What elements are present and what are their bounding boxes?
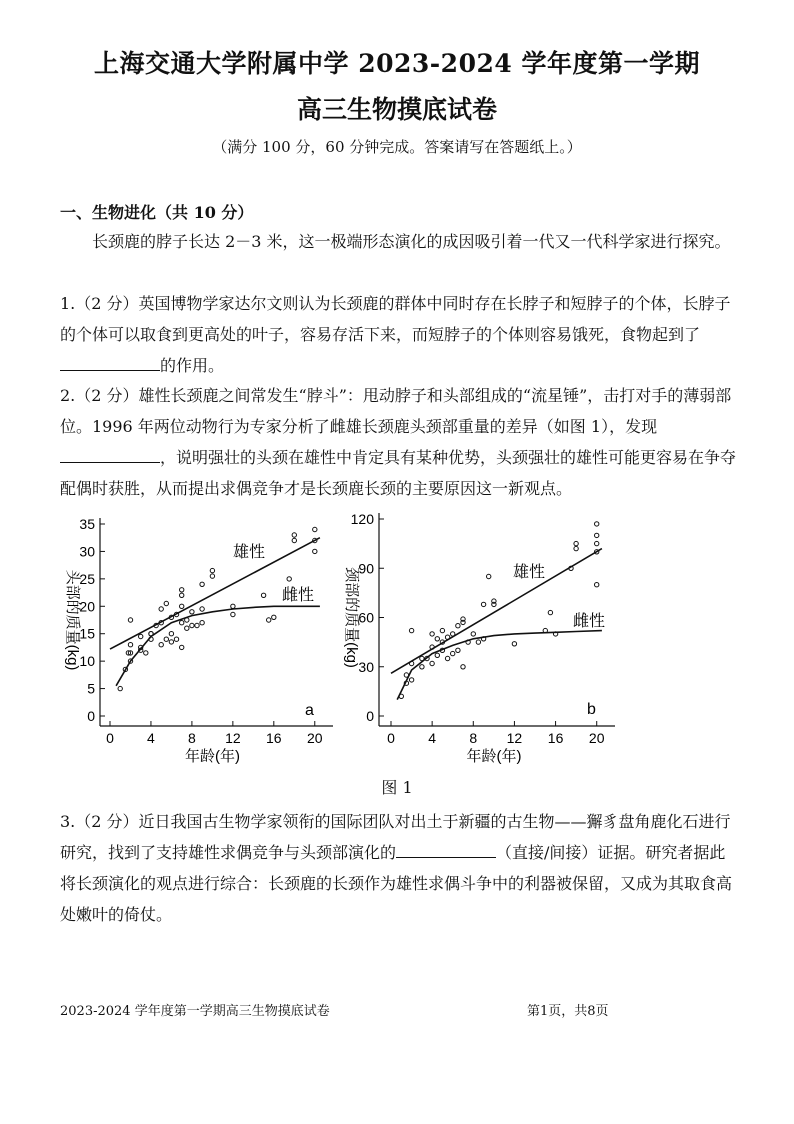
female-trend-line (397, 631, 602, 700)
female-data-point (185, 626, 189, 630)
exam-instructions: （满分 100 分，60 分钟完成。答案请写在答题纸上。） (212, 138, 582, 156)
footer-exam-name: 2023-2024 学年度第一学期高三生物摸底试卷 (60, 1004, 330, 1019)
female-data-point (231, 612, 235, 616)
male-data-point (451, 632, 455, 636)
male-data-point (210, 574, 214, 578)
male-data-point (430, 632, 434, 636)
male-data-point (595, 583, 599, 587)
female-data-point (267, 618, 271, 622)
male-data-point (313, 527, 317, 531)
y-tick-label: 25 (79, 570, 95, 587)
female-data-point (456, 648, 460, 652)
male-data-point (420, 665, 424, 669)
y-tick-label: 30 (79, 543, 95, 560)
panel-label: a (305, 702, 314, 719)
male-data-point (210, 568, 214, 572)
x-tick-label: 12 (225, 730, 241, 746)
female-data-point (272, 615, 276, 619)
male-data-point (481, 602, 485, 606)
y-tick-label: 5 (87, 680, 95, 697)
male-data-point (159, 607, 163, 611)
male-data-point (595, 533, 599, 537)
female-data-point (180, 645, 184, 649)
female-data-point (174, 637, 178, 641)
question-2-text: 2.（2 分）雄性长颈鹿之间常发生“脖斗”：甩动脖子和头部组成的“流星锤”，击打对手的薄弱部位。1996 年两位动物行为专家分析了雌雄长颈鹿头颈部重量的差异（如图 1），发现 (60, 386, 732, 436)
x-tick-label: 4 (428, 730, 437, 746)
y-tick-label: 30 (358, 658, 374, 675)
female-data-point (512, 642, 516, 646)
female-data-point (476, 640, 480, 644)
y-tick-label: 15 (79, 625, 95, 642)
female-data-point (548, 610, 552, 614)
male-trend-line (391, 549, 602, 674)
x-tick-label: 16 (266, 730, 282, 746)
x-axis-title: 年龄(年) (466, 748, 522, 765)
female-data-point (445, 656, 449, 660)
male-data-point (190, 623, 194, 627)
male-data-point (440, 628, 444, 632)
male-data-point (200, 582, 204, 586)
male-data-point (144, 651, 148, 655)
female-data-point (287, 577, 291, 581)
female-data-point (430, 661, 434, 665)
female-data-point (435, 653, 439, 657)
answer-blank-2 (60, 444, 160, 463)
male-data-point (200, 607, 204, 611)
question-1-tail: 的作用。 (160, 356, 225, 375)
male-data-point (292, 533, 296, 537)
male-data-point (445, 635, 449, 639)
male-data-point (313, 549, 317, 553)
y-tick-label: 90 (358, 560, 374, 577)
male-series-label: 雄性 (233, 544, 266, 561)
y-axis-title: 头部的质量(kg) (64, 569, 81, 671)
footer-page-number: 第1页，共8页 (527, 1004, 609, 1019)
female-data-point (164, 637, 168, 641)
female-data-point (399, 694, 403, 698)
female-data-point (261, 593, 265, 597)
male-data-point (574, 541, 578, 545)
female-series-label: 雌性 (282, 587, 315, 604)
question-1 (60, 288, 740, 381)
y-tick-label: 120 (350, 511, 374, 527)
y-tick-label: 0 (366, 708, 374, 724)
male-series-label: 雄性 (513, 564, 546, 581)
x-tick-label: 8 (188, 730, 196, 746)
x-tick-label: 8 (469, 730, 478, 746)
male-data-point (180, 604, 184, 608)
x-tick-label: 4 (147, 730, 155, 746)
female-data-point (461, 665, 465, 669)
male-data-point (456, 624, 460, 628)
panel-label: b (587, 701, 596, 718)
male-data-point (409, 628, 413, 632)
female-data-point (409, 678, 413, 682)
question-3 (60, 806, 740, 930)
male-data-point (190, 610, 194, 614)
exam-title: 上海交通大学附属中学 2023-2024 学年度第一学期 (94, 49, 700, 78)
figure-caption: 图 1 (381, 778, 413, 797)
male-data-point (164, 601, 168, 605)
male-data-point (435, 637, 439, 641)
question-2 (60, 380, 740, 504)
question-1-text: 1.（2 分）英国博物学家达尔文则认为长颈鹿的群体中同时存在长脖子和短脖子的个体，长脖子的个体可以取食到更高处的叶子，容易存活下来，而短脖子的个体则容易饿死，食物起到了 (60, 294, 731, 344)
male-data-point (471, 632, 475, 636)
y-tick-label: 60 (358, 609, 374, 626)
male-data-point (180, 593, 184, 597)
y-tick-label: 10 (79, 653, 95, 670)
intro-paragraph: 长颈鹿的脖子长达 2－3 米，这一极端形态演化的成因吸引着一代又一代科学家进行探究。 (92, 232, 731, 251)
female-data-point (149, 632, 153, 636)
x-tick-label: 0 (106, 730, 114, 746)
male-data-point (139, 634, 143, 638)
figure-1a-head-mass-chart (50, 505, 340, 775)
y-tick-label: 35 (79, 516, 95, 532)
x-tick-label: 20 (306, 730, 323, 746)
answer-blank-3 (396, 839, 496, 858)
question-3-tail: （直接/间接）证据。研究者据此将长颈演化的观点进行综合：长颈鹿的长颈作为雄性求偶斗争中的利器被保留，又成为其取食高处嫩叶的倚仗。 (60, 843, 733, 924)
female-data-point (159, 643, 163, 647)
male-data-point (128, 643, 132, 647)
question-3-text: 3.（2 分）近日我国古生物学家领衔的国际团队对出土于新疆的古生物——獬豸盘角鹿化石进行研究，找到了支持雄性求偶竞争与头颈部演化的 (60, 812, 731, 862)
male-data-point (180, 588, 184, 592)
female-data-point (180, 621, 184, 625)
male-data-point (574, 546, 578, 550)
male-data-point (595, 541, 599, 545)
exam-subject-title: 高三生物摸底试卷 (296, 95, 497, 124)
female-data-point (451, 651, 455, 655)
y-tick-label: 20 (79, 598, 95, 615)
female-data-point (200, 621, 204, 625)
y-tick-label: 0 (87, 708, 95, 724)
female-data-point (118, 686, 122, 690)
male-data-point (169, 632, 173, 636)
section-heading: 一、生物进化（共 10 分） (60, 203, 254, 222)
female-trend-line (116, 606, 320, 686)
female-data-point (195, 623, 199, 627)
y-axis-title: 颈部的质量(kg) (343, 567, 360, 668)
question-2-tail: ，说明强壮的头颈在雄性中肯定具有某种优势，头颈强壮的雄性可能更容易在争夺配偶时获胜，从而提出求偶竞争才是长颈鹿长颈的主要原因这一新观点。 (60, 448, 737, 498)
female-data-point (420, 656, 424, 660)
x-tick-label: 20 (588, 730, 605, 746)
x-axis-title: 年龄(年) (185, 748, 240, 765)
male-data-point (487, 574, 491, 578)
x-tick-label: 12 (506, 730, 523, 746)
female-data-point (169, 640, 173, 644)
male-data-point (595, 522, 599, 526)
x-tick-label: 0 (387, 730, 395, 746)
figure-1b-neck-mass-chart (335, 505, 635, 775)
x-tick-label: 16 (547, 730, 564, 746)
answer-blank-1 (60, 352, 160, 371)
female-series-label: 雌性 (573, 613, 606, 630)
female-data-point (231, 604, 235, 608)
male-data-point (128, 618, 132, 622)
male-data-point (292, 538, 296, 542)
